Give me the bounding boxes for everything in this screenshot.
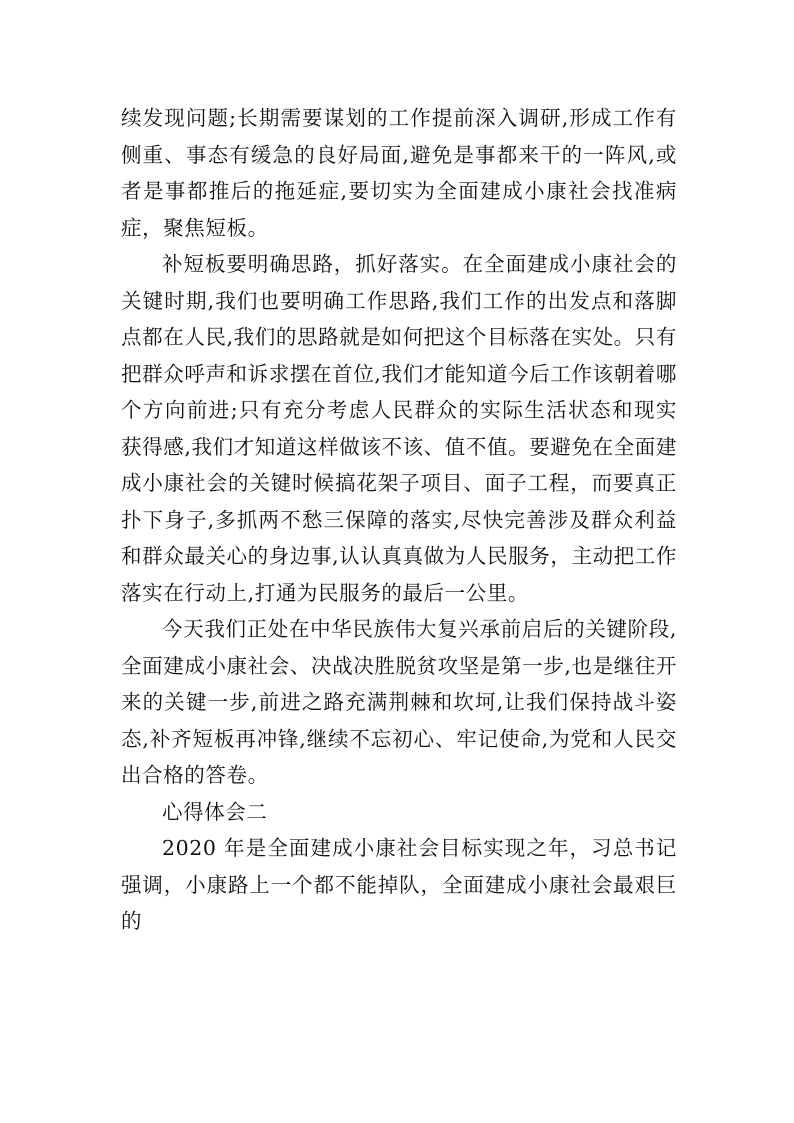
paragraph-rejuvenation-stage: 今天我们正处在中华民族伟大复兴承前启后的关键阶段,全面建成小康社会、决战决胜脱贫攻坚是第一步,也是继往开来的关键一步,前进之路充满荆棘和坎坷,让我们保持战斗姿态,补齐短板再冲锋,继续不忘初心、牢记使命,为党和人民交出合格的答卷。 bbox=[121, 617, 677, 787]
paragraph-short-board-approach: 补短板要明确思路，抓好落实。在全面建成小康社会的关键时期,我们也要明确工作思路,我们工作的出发点和落脚点都在人民,我们的思路就是如何把这个目标落在实处。只有把群众呼声和诉求摆在首位,我们才能知道今后工作该朝着哪个方向前进;只有充分考虑人民群众的实际生活状态和现实获得感,我们才知道这样做该不该、值不值。要避免在全面建成小康社会的关键时候搞花架子项目、面子工程，而要真正扑下身子,多抓两不愁三保障的落实,尽快完善涉及群众利益和群众最关心的身边事,认认真真做为人民服务，主动把工作落实在行动上,打通为民服务的最后一公里。 bbox=[121, 252, 677, 605]
document-body bbox=[121, 100, 677, 940]
section-heading-reflection-two: 心得体会二 bbox=[162, 799, 268, 824]
paragraph-2020-goal: 2020 年是全面建成小康社会目标实现之年，习总书记强调，小康路上一个都不能掉队，全面建成小康社会最艰巨的 bbox=[121, 836, 677, 933]
paragraph-continuation: 续发现问题;长期需要谋划的工作提前深入调研,形成工作有侧重、事态有缓急的良好局面,避免是事都来干的一阵风,或者是事都推后的拖延症,要切实为全面建成小康社会找准病症，聚焦短板。 bbox=[121, 106, 677, 240]
